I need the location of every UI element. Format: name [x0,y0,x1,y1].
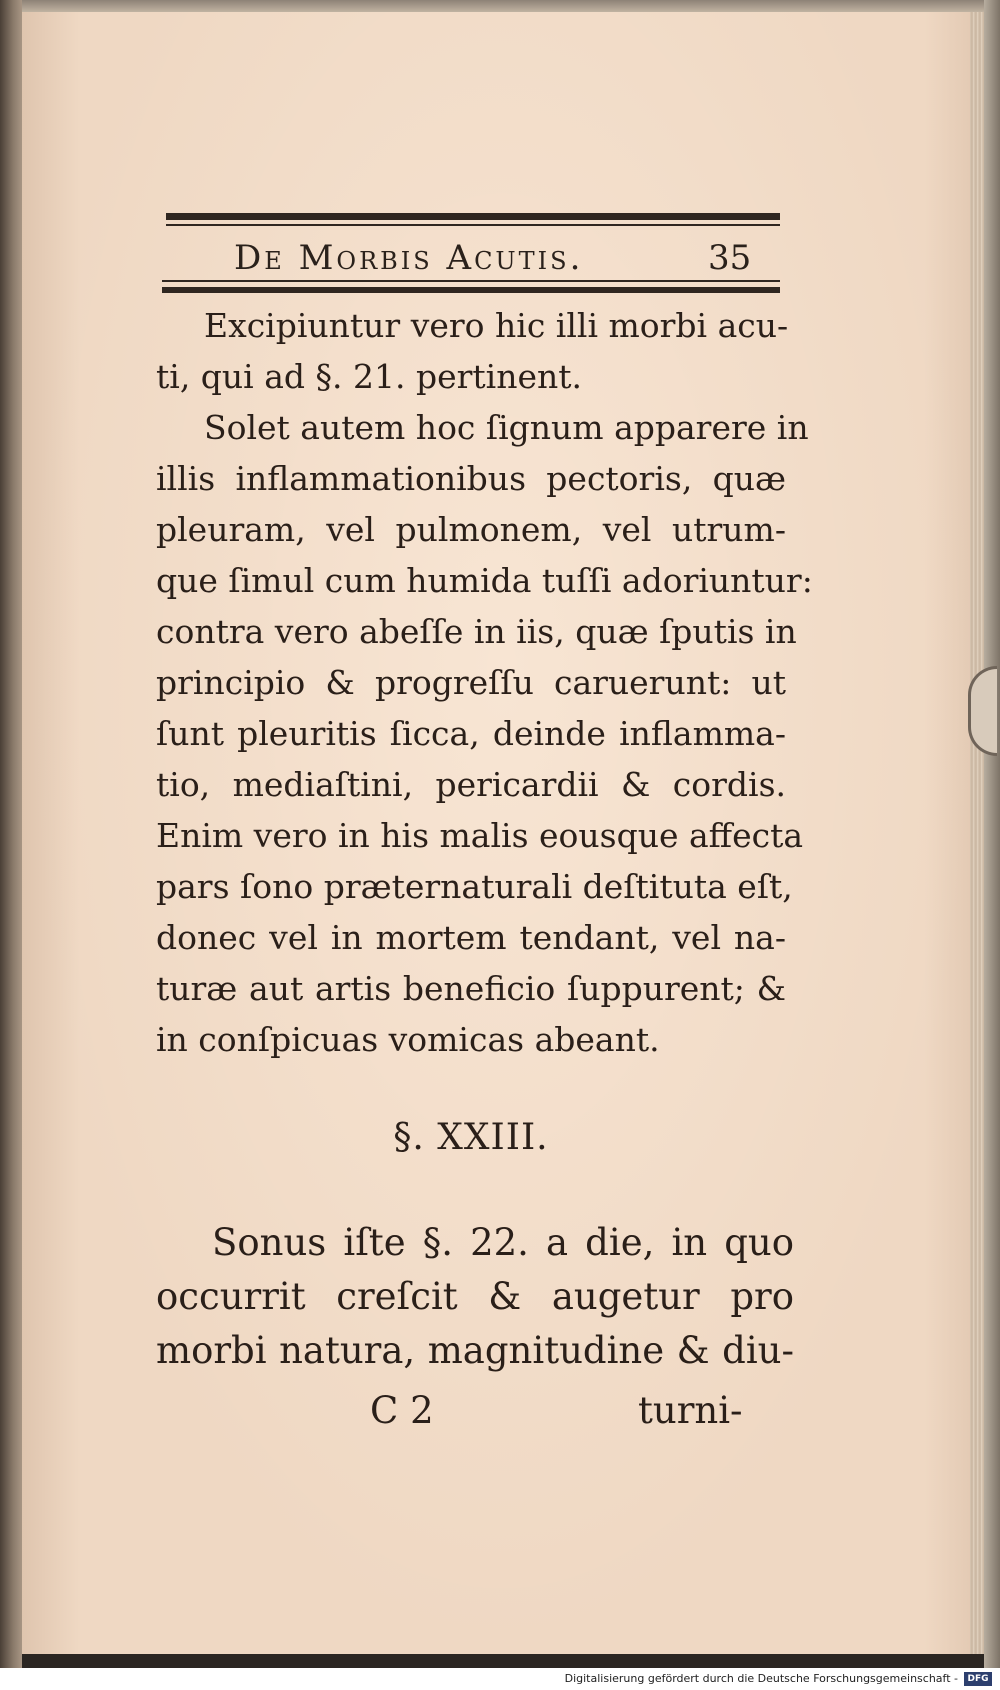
paragraph-2 [156,1216,794,1378]
text-line: que ſimul cum humida tuſſi adoriuntur: [156,561,813,600]
header-rule-bottom [162,287,780,293]
text-line: pars ſono præternaturali deſtituta eſt, [156,867,793,906]
text-line: morbi natura, magnitudine & diu- [156,1329,794,1372]
text-line: ſunt pleuritis ſicca, deinde inflamma- [156,714,786,753]
text-line: turæ aut artis beneficio ſuppurent; & [156,969,786,1008]
section-heading: §. XXIII. [393,1117,549,1158]
text-line: in conſpicuas vomicas abeant. [156,1020,660,1059]
text-line: pleuram, vel pulmonem, vel utrum- [156,510,786,549]
text-line: occurrit creſcit & augetur pro [156,1275,794,1318]
funding-credit: Digitalisierung gefördert durch die Deutsche Forschungsgemeinschaft - [564,1672,958,1685]
header-rule-top-thin [166,224,780,226]
running-head-title: De Morbis Acutis. [234,238,584,278]
paragraph-1 [156,300,813,1065]
page-edges [970,12,984,1654]
thumb-index-tab [968,666,997,756]
text-line: contra vero abeſſe in iis, quæ ſputis in [156,612,797,651]
text-line: principio & progreſſu caruerunt: ut [156,663,786,702]
text-line: donec vel in mortem tendant, vel na- [156,918,786,957]
catchword: turni- [638,1389,743,1432]
text-line: Enim vero in his malis eousque affecta [156,816,804,855]
page-number: 35 [708,238,752,278]
binding-left-edge [0,0,22,1668]
text-line: illis inflammationibus pectoris, quæ [156,459,786,498]
text-line: Excipiuntur vero hic illi morbi acu- [204,306,789,345]
text-line: Sonus iſte §. 22. a die, in quo [212,1221,794,1264]
text-line: tio, mediaſtini, pericardii & cordis. [156,765,786,804]
binding-right-edge [984,0,1000,1668]
dfg-logo: DFG [964,1672,992,1686]
header-rule-top [166,213,780,220]
signature-mark: C 2 [370,1389,434,1432]
header-rule-bottom-thin [162,280,780,282]
text-line: ti, qui ad §. 21. pertinent. [156,357,582,396]
text-line: Solet autem hoc ſignum apparere in [204,408,809,447]
